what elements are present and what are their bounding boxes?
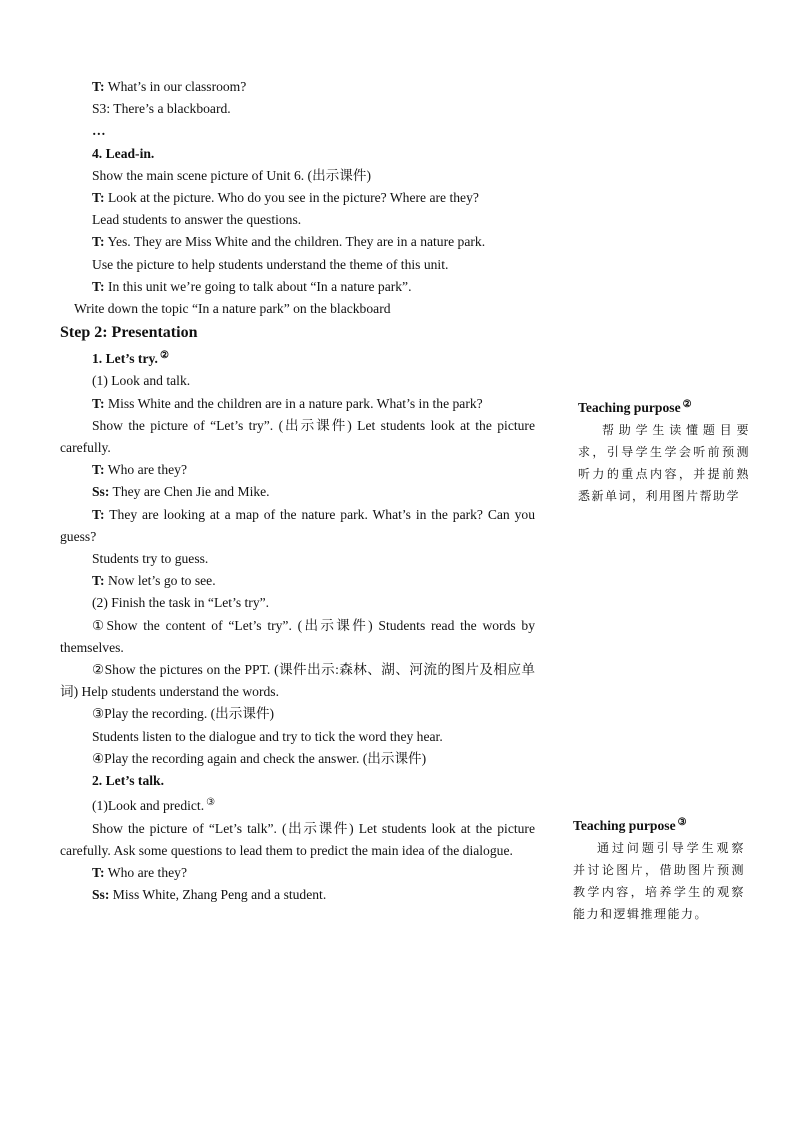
footnote-mark: ② [159,350,169,362]
paragraph: (2) Finish the task in “Let’s try”. [92,595,270,611]
speaker-label: T: [92,278,105,294]
paragraph: Students try to guess. [92,551,209,567]
speaker-label: T: [92,79,105,94]
dialogue-line [60,481,535,503]
note-body: 通过问题引导学生观察并讨论图片，借助图片预测教学内容，培养学生的观察能力和逻辑推理能力。 [573,841,745,921]
paragraph: Show the picture of “Let’s talk”. (出示课件) Let students look at the picture carefully. Ask some questions to lead them to predict the main idea of the dialogue. [60,820,535,858]
speaker-label: T: [92,395,105,411]
dialogue-text: In this unit we’re going to talk about “In a nature park”. [104,278,412,294]
note-title: Teaching purpose ③ [573,817,687,833]
paragraph: (1)Look and predict. ③ [92,797,216,814]
dialogue-line [60,76,535,98]
paragraph: Show the picture of “Let’s try”. (出示课件) Let students look at the picture carefully. [60,417,535,456]
speaker-label: T: [92,234,105,250]
paragraph: Show the main scene picture of Unit 6. (出示课件) [92,167,371,183]
dialogue-line [60,276,535,298]
speaker-label: Ss: [92,887,110,903]
dialogue-line [60,570,535,592]
paragraph: ①Show the content of “Let’s try”. (出示课件) Students read the words by themselves. [60,617,535,655]
paragraph: Use the picture to help students understand the theme of this unit. [92,256,449,272]
teaching-purpose-note [573,812,745,925]
paragraph: (1) Look and talk. [92,373,191,389]
paragraph: Write down the topic “In a nature park” on the blackboard [74,301,391,317]
dialogue-text: They are looking at a map of the nature park. What’s in the park? Can you guess? [60,506,535,544]
dialogue-line [60,231,535,253]
note-title: Teaching purpose ② [578,399,692,415]
note-body: 帮助学生读懂题目要求，引导学生学会听前预测听力的重点内容，并提前熟悉新单词，利用图片帮助学 [578,423,750,503]
speaker-label: Ss: [92,484,110,500]
dialogue-text: Who are they? [104,462,187,478]
dialogue-line: S3: There’s a blackboard. [92,101,231,117]
speaker-label: T: [92,864,105,880]
step-heading: Step 2: Presentation [60,324,198,342]
main-column [60,76,535,906]
paragraph: ③Play the recording. (出示课件) [92,706,275,722]
paragraph: Lead students to answer the questions. [92,212,302,228]
dialogue-line [60,862,535,884]
speaker-label: T: [92,190,105,206]
section-title-leadin: 4. Lead-in. [92,145,155,161]
dialogue-text: Yes. They are Miss White and the children. They are in a nature park. [104,234,486,250]
ellipsis: … [92,123,106,139]
footnote-mark: ③ [677,817,687,828]
dialogue-text: Look at the picture. Who do you see in the picture? Where are they? [104,190,479,206]
dialogue-text: What’s in our classroom? [104,79,247,94]
dialogue-line [60,884,535,906]
dialogue-text: Now let’s go to see. [104,573,216,589]
section-title-lets-talk: 2. Let’s talk. [92,773,164,789]
footnote-mark: ③ [206,797,216,809]
dialogue-text: Miss White, Zhang Peng and a student. [109,887,327,903]
paragraph: ②Show the pictures on the PPT. (课件出示:森林、湖、河流的图片及相应单词) Help students understand the words. [60,662,535,700]
speaker-label: T: [92,462,105,478]
dialogue-line [60,393,535,415]
footnote-mark: ② [682,399,692,410]
dialogue-line [60,187,535,209]
speaker-label: T: [92,506,105,522]
dialogue-text: Who are they? [104,864,187,880]
dialogue-text: They are Chen Jie and Mike. [109,484,270,500]
dialogue-line [60,459,535,481]
paragraph: ④Play the recording again and check the answer. (出示课件) [92,750,427,766]
dialogue-line [60,504,535,548]
teaching-purpose-note [578,394,750,507]
section-title-lets-try: 1. Let’s try. ② [92,350,169,367]
speaker-label: T: [92,573,105,589]
dialogue-text: Miss White and the children are in a nature park. What’s in the park? [104,395,483,411]
paragraph: Students listen to the dialogue and try to tick the word they hear. [92,728,443,744]
